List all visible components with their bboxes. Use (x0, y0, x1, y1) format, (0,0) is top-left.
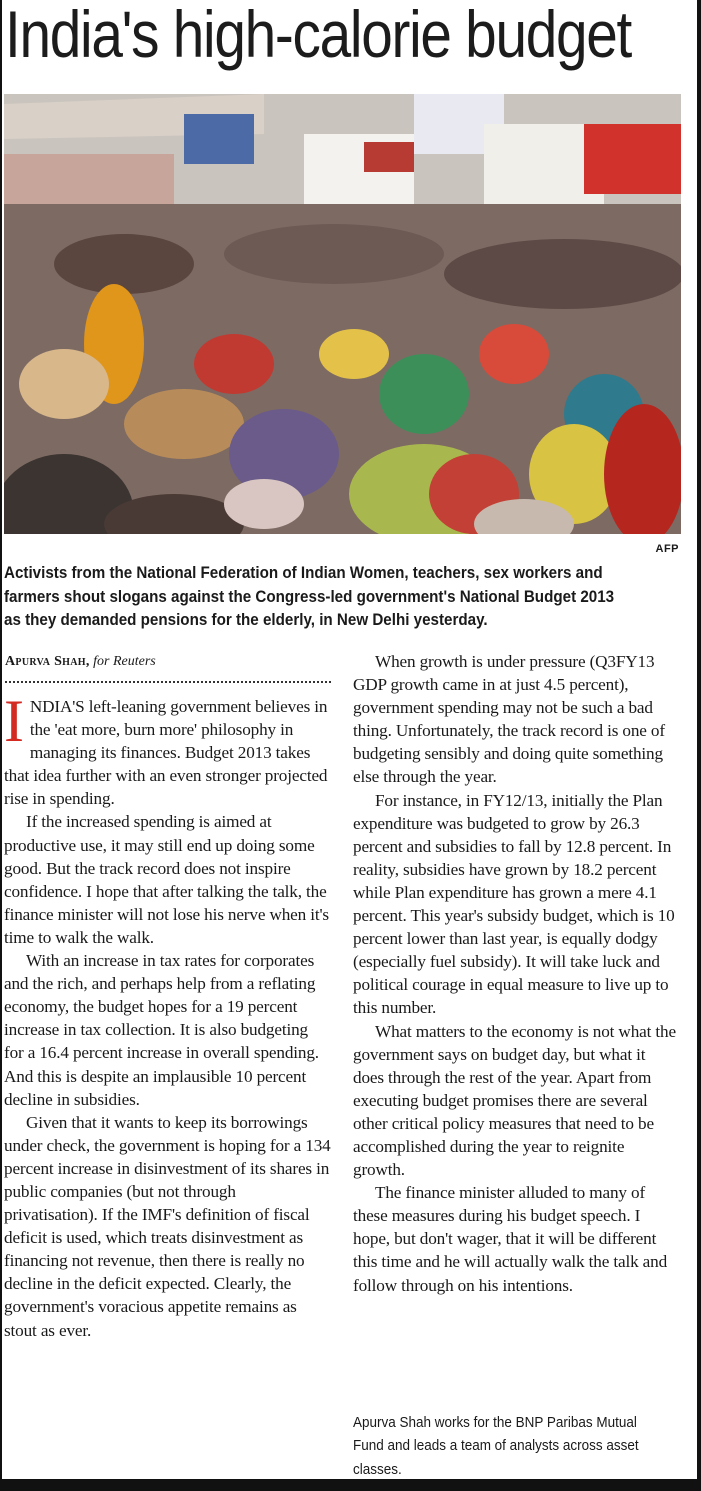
protest-photo (4, 94, 681, 534)
article-paragraph: For instance, in FY12/13, initially the Plan expenditure was budgeted to grow by 26.3 percent and subsidies to fall by 12.8 percent. In reality, subsidies have grown by 18.2 percent while Plan expenditure has grown a mere 4.1 percent. This year's subsidy budget, which is 10 percent lower than last year, is equally dodgy (especially fuel subsidy). It will take luck and political courage in equal measure to live up to this number. (353, 790, 675, 1018)
author-name: Apurva Shah, (5, 654, 90, 669)
byline-divider (5, 681, 331, 683)
article-column-1 (4, 688, 331, 1342)
photo-caption: Activists from the National Federation of Indian Women, teachers, sex workers and farmers shout slogans against the Congress-led government's National Budget 2013 as they demanded pensions for the elderly, in New Delhi yesterday. (4, 564, 615, 629)
byline (5, 654, 156, 670)
photo-credit: AFP (655, 543, 679, 555)
article-paragraph: The finance minister alluded to many of these measures during his budget speech. I hope, but don't wager, that it will be different this time and he will actually walk the talk and follow through on his intentions. (353, 1183, 668, 1295)
article-paragraph: What matters to the economy is not what the government says on budget day, but what it does through the rest of the year. Apart from executing budget promises there are several other critical policy measures that need to be accomplished during the year to reignite growth. (353, 1021, 676, 1180)
article-paragraph: When growth is under pressure (Q3FY13 GDP growth came in at just 4.5 percent), government spending may not be such a bad thing. Unfortunately, the track record is one of budgeting sensibly and doing quite something else through the year. (353, 652, 665, 787)
author-affiliation: for Reuters (93, 654, 156, 669)
headline: India's high-calorie budget (5, 0, 632, 71)
paragraph-text: NDIA'S left-leaning government believes in the 'eat more, burn more' philosophy in managing its finances. Budget 2013 takes that idea further with an even stronger projected rise in spending. (4, 697, 328, 809)
protest-photo-illustration (4, 94, 681, 534)
drop-cap: I (4, 688, 24, 754)
page-border-left (0, 0, 2, 1491)
page-border-right (697, 0, 701, 1491)
article-paragraph: If the increased spending is aimed at productive use, it may still end up doing some good. But the track record does not inspire confidence. I hope that after talking the talk, the finance minister will not lose his nerve when it's time to walk the walk. (4, 812, 329, 947)
article-paragraph: Given that it wants to keep its borrowings under check, the government is hoping for a 134 percent increase in disinvestment of its shares in public companies (but not through privatisation). If the IMF's definition of fiscal deficit is used, which treats disinvestment as financing not revenue, then there is really no decline in the deficit expected. Clearly, the government's voracious appetite remains as stout as ever. (4, 1112, 331, 1340)
article-paragraph (4, 688, 331, 810)
author-bio: Apurva Shah works for the BNP Paribas Mutual Fund and leads a team of analysts across asset classes. (353, 1415, 639, 1478)
article-column-2 (353, 650, 680, 1297)
article-paragraph: With an increase in tax rates for corporates and the rich, and perhaps help from a reflating economy, the budget hopes for a 19 percent increase in tax collection. It is also budgeting for a 16.4 percent increase in overall spending. And this is despite an implausible 10 percent decline in subsidies. (4, 951, 319, 1109)
